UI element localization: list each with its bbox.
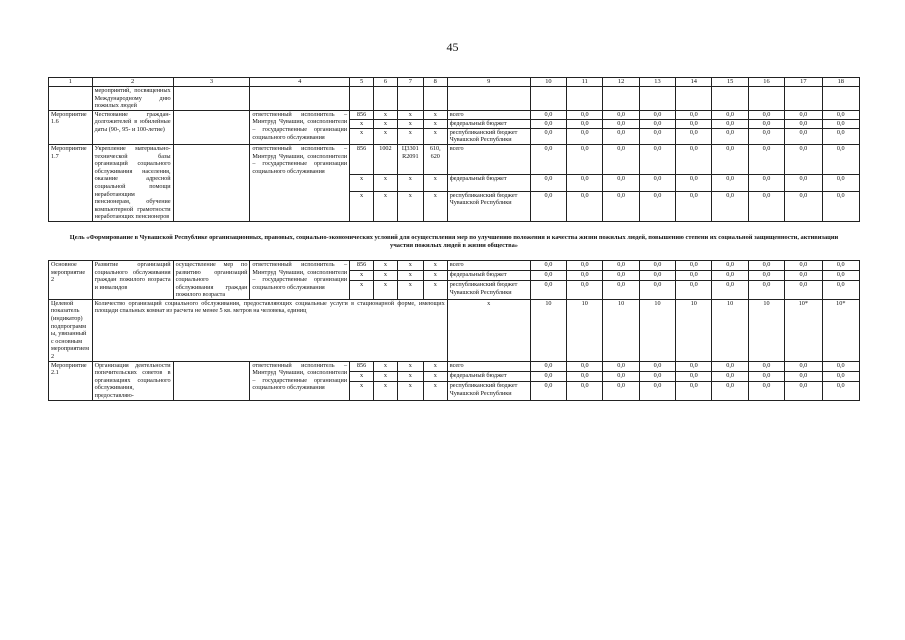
column-header: 10 (530, 78, 566, 87)
amount-cell: 0,0 (603, 175, 639, 192)
budget-code: x (350, 382, 374, 400)
table-cell (712, 87, 748, 111)
responsible: ответственный исполнитель – Минтруд Чувашии, соисполнители – государственные организации социального обслуживания (250, 144, 350, 221)
budget-code: Ц3301R2091 (397, 144, 423, 174)
amount-cell: 0,0 (676, 175, 712, 192)
amount-cell: 0,0 (748, 371, 784, 381)
amount-cell: 0,0 (748, 281, 784, 299)
amount-cell: 0,0 (530, 271, 566, 281)
program-table (48, 77, 860, 401)
table-row (49, 87, 860, 111)
budget-code: x (423, 260, 447, 270)
budget-code: 856 (350, 144, 374, 174)
amount-cell: 0,0 (567, 382, 603, 400)
activity-target (173, 110, 250, 144)
code-cell (49, 87, 93, 111)
amount-cell: 0,0 (712, 271, 748, 281)
amount-cell: 0,0 (676, 128, 712, 144)
indicator-x: x (447, 299, 530, 361)
activity-name: Развитие организаций социального обслуживания граждан пожилого возраста и инвалидов (92, 260, 173, 299)
budget-code: x (397, 281, 423, 299)
budget-code: x (373, 110, 397, 119)
column-header: 11 (567, 78, 603, 87)
table-cell (822, 87, 859, 111)
amount-cell: 0,0 (603, 281, 639, 299)
budget-code: x (423, 382, 447, 400)
amount-cell: 0,0 (567, 260, 603, 270)
column-header: 16 (748, 78, 784, 87)
amount-cell: 0,0 (676, 110, 712, 119)
amount-cell: 0,0 (748, 361, 784, 371)
amount-cell: 0,0 (639, 271, 675, 281)
amount-cell: 0,0 (712, 191, 748, 221)
column-header: 5 (350, 78, 374, 87)
amount-cell: 0,0 (785, 371, 822, 381)
budget-code: x (350, 191, 374, 221)
amount-cell: 0,0 (785, 110, 822, 119)
amount-cell: 0,0 (567, 128, 603, 144)
budget-code: x (423, 119, 447, 128)
budget-code: x (373, 382, 397, 400)
table-cell (530, 87, 566, 111)
indicator-text: Количество организаций социального обслуживания, предоставляющих социальные услуги в стационарной форме, имеющих площади спальных комнат из расчета не менее 5 кв. метров на человека, единиц (92, 299, 447, 361)
budget-code: x (423, 128, 447, 144)
column-header: 2 (92, 78, 173, 87)
amount-cell: 0,0 (785, 361, 822, 371)
budget-code: x (397, 119, 423, 128)
amount-cell: 0,0 (712, 144, 748, 174)
budget-code: x (373, 281, 397, 299)
amount-cell: 0,0 (639, 110, 675, 119)
amount-cell: 0,0 (530, 128, 566, 144)
activity-code: Основное мероприятие 2 (49, 260, 93, 299)
indicator-value: 10* (822, 299, 859, 361)
amount-cell: 0,0 (822, 128, 859, 144)
amount-cell: 0,0 (676, 144, 712, 174)
funding-source: республиканский бюджет Чувашской Республики (447, 281, 530, 299)
column-header: 9 (447, 78, 530, 87)
budget-code: x (350, 281, 374, 299)
indicator-value: 10 (748, 299, 784, 361)
amount-cell: 0,0 (639, 361, 675, 371)
budget-code: x (397, 128, 423, 144)
amount-cell: 0,0 (639, 175, 675, 192)
amount-cell: 0,0 (603, 260, 639, 270)
amount-cell: 0,0 (676, 191, 712, 221)
amount-cell: 0,0 (567, 191, 603, 221)
budget-code: x (397, 271, 423, 281)
amount-cell: 0,0 (567, 175, 603, 192)
table-cell (676, 87, 712, 111)
goal-heading: Цель «Формирование в Чувашской Республике организационных, правовых, социально-экономических условий для осуществления мер по улучшению положения и качества жизни пожилых людей, повышению степени их социальной защищенности, активизации участия пожилых людей в жизни общества» (49, 221, 860, 260)
budget-code: x (423, 175, 447, 192)
amount-cell: 0,0 (639, 191, 675, 221)
amount-cell: 0,0 (712, 260, 748, 270)
amount-cell: 0,0 (676, 361, 712, 371)
activity-name: Организация деятельности попечительских советов в организациях социального обслуживания, предоставляю- (92, 361, 173, 400)
amount-cell: 0,0 (748, 260, 784, 270)
amount-cell: 0,0 (530, 371, 566, 381)
amount-cell: 0,0 (785, 128, 822, 144)
amount-cell: 0,0 (748, 271, 784, 281)
budget-code: 610, 620 (423, 144, 447, 174)
activity-name: Чествование граждан-долгожителей в юбилейные даты (90-, 95- и 100-летие) (92, 110, 173, 144)
budget-code: 1002 (373, 144, 397, 174)
amount-cell: 0,0 (603, 271, 639, 281)
activity-target (173, 361, 250, 400)
amount-cell: 0,0 (639, 260, 675, 270)
funding-source: всего (447, 110, 530, 119)
amount-cell: 0,0 (748, 110, 784, 119)
amount-cell: 0,0 (822, 382, 859, 400)
budget-code: x (373, 361, 397, 371)
table-body (49, 78, 860, 401)
responsible: ответственный исполнитель – Минтруд Чувашии, соисполнители – государственные организации социального обслуживания (250, 110, 350, 144)
indicator-value: 10* (785, 299, 822, 361)
table-row (49, 299, 860, 361)
amount-cell: 0,0 (567, 361, 603, 371)
amount-cell: 0,0 (676, 271, 712, 281)
activity-code: Мероприятие 1.6 (49, 110, 93, 144)
amount-cell: 0,0 (603, 119, 639, 128)
amount-cell: 0,0 (748, 191, 784, 221)
budget-code: x (350, 175, 374, 192)
budget-code: x (397, 175, 423, 192)
amount-cell: 0,0 (822, 191, 859, 221)
column-header: 6 (373, 78, 397, 87)
amount-cell: 0,0 (785, 119, 822, 128)
amount-cell: 0,0 (603, 371, 639, 381)
responsible: ответственный исполнитель – Минтруд Чувашии, соисполнители – государственные организации социального обслуживания (250, 361, 350, 400)
funding-source: республиканский бюджет Чувашской Республики (447, 128, 530, 144)
funding-source: республиканский бюджет Чувашской Республики (447, 382, 530, 400)
amount-cell: 0,0 (712, 371, 748, 381)
budget-code: x (373, 371, 397, 381)
budget-code: x (423, 371, 447, 381)
budget-code: x (373, 175, 397, 192)
amount-cell: 0,0 (603, 128, 639, 144)
budget-code: 856 (350, 110, 374, 119)
amount-cell: 0,0 (567, 110, 603, 119)
table-row (49, 144, 860, 174)
funding-source: федеральный бюджет (447, 271, 530, 281)
indicator-code: Целевой показатель (индикатор) подпрограммы, увязанный с основным мероприятием 2 (49, 299, 93, 361)
amount-cell: 0,0 (748, 128, 784, 144)
amount-cell: 0,0 (822, 371, 859, 381)
amount-cell: 0,0 (822, 361, 859, 371)
amount-cell: 0,0 (785, 175, 822, 192)
funding-source: всего (447, 144, 530, 174)
activity-target: осуществление мер по развитию организаций социального обслуживания граждан пожилого возраста (173, 260, 250, 299)
amount-cell: 0,0 (639, 119, 675, 128)
amount-cell: 0,0 (530, 382, 566, 400)
amount-cell: 0,0 (712, 382, 748, 400)
table-cell (250, 87, 350, 111)
budget-code: x (350, 271, 374, 281)
table-cell (603, 87, 639, 111)
amount-cell: 0,0 (822, 260, 859, 270)
column-header: 17 (785, 78, 822, 87)
column-header: 3 (173, 78, 250, 87)
amount-cell: 0,0 (748, 175, 784, 192)
funding-source: республиканский бюджет Чувашской Республики (447, 191, 530, 221)
table-cell (350, 87, 374, 111)
budget-code: x (397, 361, 423, 371)
amount-cell: 0,0 (712, 119, 748, 128)
amount-cell: 0,0 (822, 119, 859, 128)
amount-cell: 0,0 (822, 144, 859, 174)
amount-cell: 0,0 (639, 382, 675, 400)
funding-source: федеральный бюджет (447, 119, 530, 128)
column-header: 1 (49, 78, 93, 87)
amount-cell: 0,0 (567, 271, 603, 281)
amount-cell: 0,0 (712, 281, 748, 299)
column-header: 7 (397, 78, 423, 87)
amount-cell: 0,0 (676, 119, 712, 128)
column-header: 15 (712, 78, 748, 87)
column-header: 18 (822, 78, 859, 87)
budget-code: x (397, 191, 423, 221)
indicator-value: 10 (603, 299, 639, 361)
indicator-value: 10 (639, 299, 675, 361)
funding-source: федеральный бюджет (447, 371, 530, 381)
amount-cell: 0,0 (785, 271, 822, 281)
amount-cell: 0,0 (530, 110, 566, 119)
amount-cell: 0,0 (785, 260, 822, 270)
budget-code: 856 (350, 260, 374, 270)
amount-cell: 0,0 (822, 110, 859, 119)
budget-code: x (397, 260, 423, 270)
table-cell (785, 87, 822, 111)
funding-source: всего (447, 260, 530, 270)
budget-code: x (350, 371, 374, 381)
amount-cell: 0,0 (822, 281, 859, 299)
budget-code: x (423, 271, 447, 281)
amount-cell: 0,0 (639, 128, 675, 144)
amount-cell: 0,0 (530, 281, 566, 299)
table-row (49, 260, 860, 270)
amount-cell: 0,0 (567, 144, 603, 174)
amount-cell: 0,0 (639, 371, 675, 381)
budget-code: x (423, 110, 447, 119)
amount-cell: 0,0 (530, 260, 566, 270)
budget-code: 856 (350, 361, 374, 371)
amount-cell: 0,0 (567, 281, 603, 299)
amount-cell: 0,0 (530, 191, 566, 221)
column-header: 14 (676, 78, 712, 87)
amount-cell: 0,0 (603, 191, 639, 221)
amount-cell: 0,0 (676, 382, 712, 400)
amount-cell: 0,0 (567, 119, 603, 128)
activity-name: мероприятий, посвященных Международному дню пожилых людей (92, 87, 173, 111)
table-cell (373, 87, 397, 111)
budget-code: x (350, 128, 374, 144)
amount-cell: 0,0 (712, 361, 748, 371)
amount-cell: 0,0 (748, 119, 784, 128)
budget-code: x (423, 281, 447, 299)
column-header: 13 (639, 78, 675, 87)
table-cell (423, 87, 447, 111)
indicator-value: 10 (676, 299, 712, 361)
activity-name: Укрепление материально-технической базы организаций социального обслуживания населения, оказание адресной социальной помощи неработающим пенсионерам, обучение компьютерной грамотности неработающих пенсионеров (92, 144, 173, 221)
budget-code: x (397, 371, 423, 381)
amount-cell: 0,0 (676, 281, 712, 299)
amount-cell: 0,0 (603, 361, 639, 371)
funding-source: федеральный бюджет (447, 175, 530, 192)
budget-code: x (423, 361, 447, 371)
column-header: 8 (423, 78, 447, 87)
activity-code: Мероприятие 2.1 (49, 361, 93, 400)
amount-cell: 0,0 (603, 110, 639, 119)
amount-cell: 0,0 (530, 175, 566, 192)
amount-cell: 0,0 (530, 144, 566, 174)
amount-cell: 0,0 (530, 119, 566, 128)
amount-cell: 0,0 (785, 281, 822, 299)
amount-cell: 0,0 (785, 382, 822, 400)
table-cell (397, 87, 423, 111)
page-number: 45 (446, 40, 459, 54)
table-cell (447, 87, 530, 111)
column-header: 4 (250, 78, 350, 87)
funding-source: всего (447, 361, 530, 371)
amount-cell: 0,0 (639, 144, 675, 174)
amount-cell: 0,0 (785, 144, 822, 174)
amount-cell: 0,0 (676, 260, 712, 270)
budget-code: x (373, 119, 397, 128)
table-row (49, 221, 860, 260)
budget-code: x (397, 382, 423, 400)
amount-cell: 0,0 (712, 175, 748, 192)
amount-cell: 0,0 (822, 175, 859, 192)
table-cell (173, 87, 250, 111)
table-row (49, 78, 860, 87)
indicator-value: 10 (567, 299, 603, 361)
amount-cell: 0,0 (822, 271, 859, 281)
amount-cell: 0,0 (567, 371, 603, 381)
table-row (49, 110, 860, 119)
activity-target (173, 144, 250, 221)
amount-cell: 0,0 (748, 144, 784, 174)
budget-code: x (423, 191, 447, 221)
amount-cell: 0,0 (603, 382, 639, 400)
column-header: 12 (603, 78, 639, 87)
amount-cell: 0,0 (785, 191, 822, 221)
responsible: ответственный исполнитель – Минтруд Чувашии, соисполнители – государственные организации социального обслуживания (250, 260, 350, 299)
indicator-value: 10 (712, 299, 748, 361)
budget-code: x (373, 260, 397, 270)
budget-code: x (373, 128, 397, 144)
table-cell (639, 87, 675, 111)
activity-code: Мероприятие 1.7 (49, 144, 93, 221)
table-cell (748, 87, 784, 111)
amount-cell: 0,0 (712, 110, 748, 119)
amount-cell: 0,0 (639, 281, 675, 299)
budget-code: x (350, 119, 374, 128)
amount-cell: 0,0 (530, 361, 566, 371)
amount-cell: 0,0 (712, 128, 748, 144)
amount-cell: 0,0 (748, 382, 784, 400)
table-row (49, 361, 860, 371)
budget-code: x (373, 191, 397, 221)
table-cell (567, 87, 603, 111)
indicator-value: 10 (530, 299, 566, 361)
budget-code: x (397, 110, 423, 119)
amount-cell: 0,0 (676, 371, 712, 381)
amount-cell: 0,0 (603, 144, 639, 174)
budget-code: x (373, 271, 397, 281)
